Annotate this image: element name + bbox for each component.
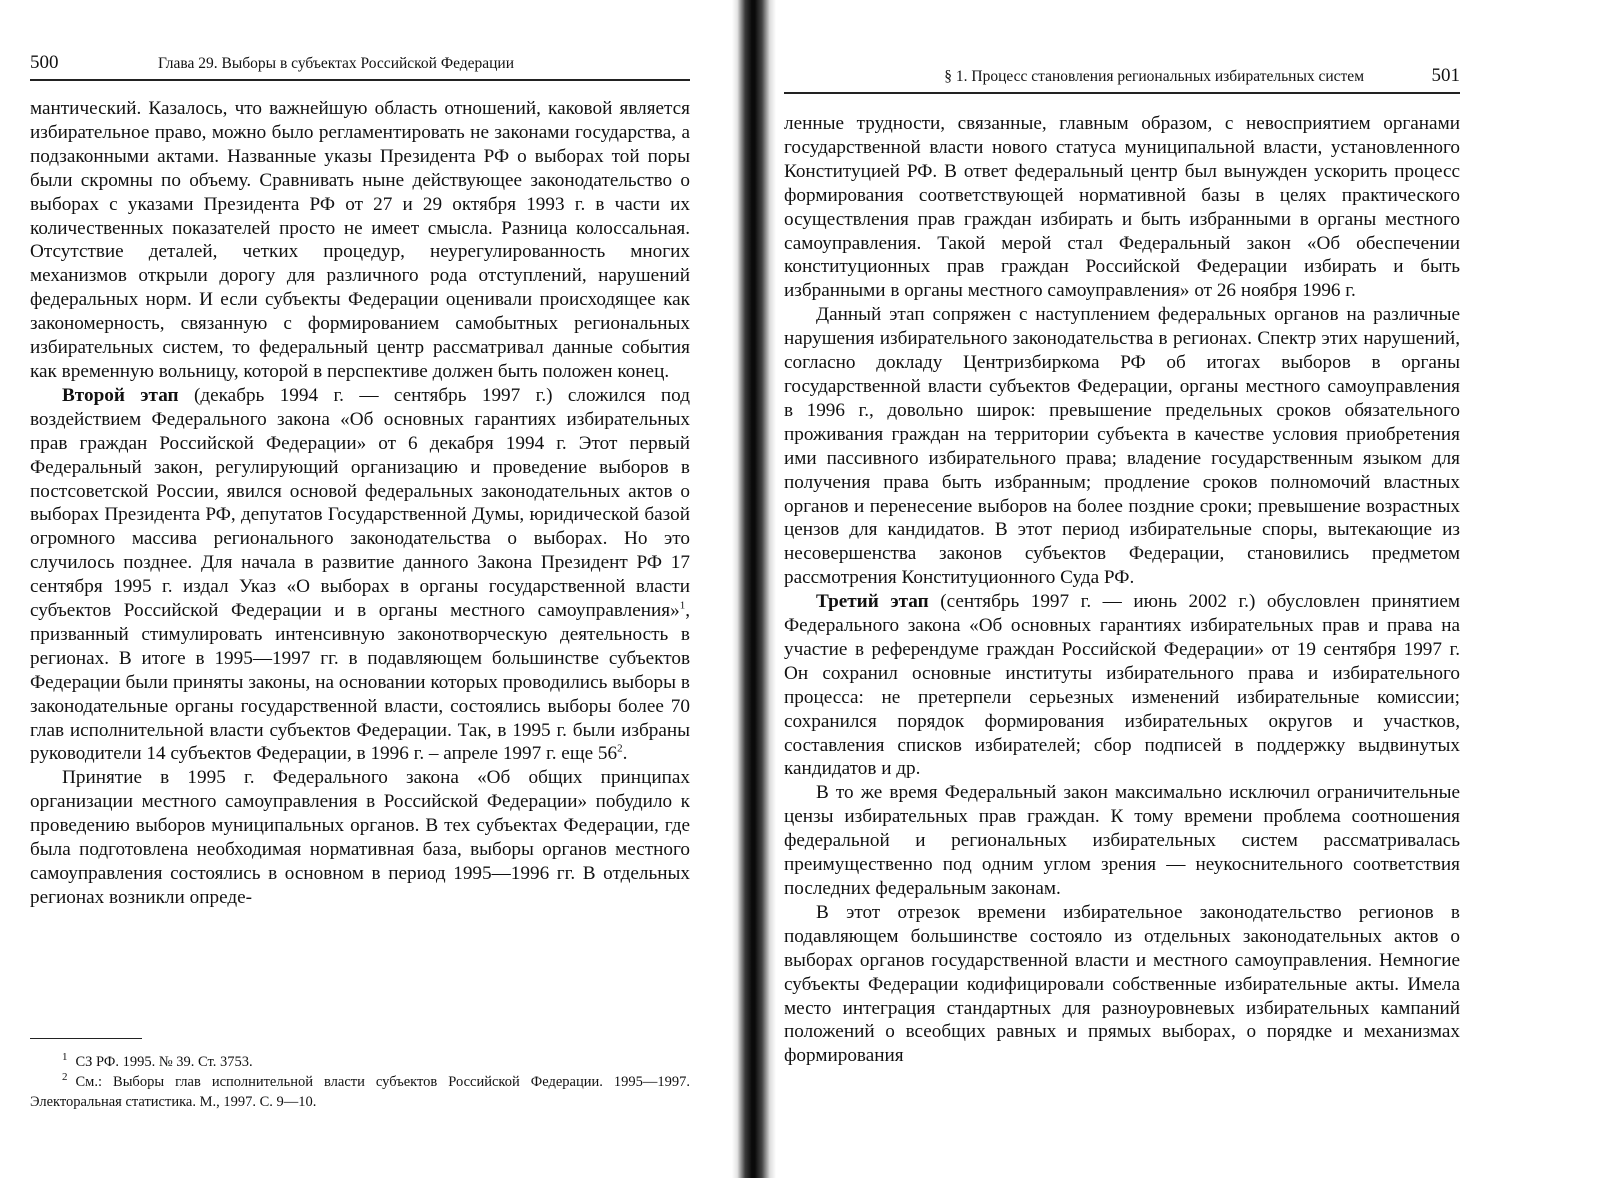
right-page-number: 501 <box>1431 65 1460 86</box>
third-stage-heading: Третий этап <box>816 591 929 613</box>
footnotes <box>30 1052 690 1112</box>
footnote-ref-1: 1 <box>679 599 686 612</box>
left-paragraph-3: Принятие в 1995 г. Федерального закона «Об общих принципах организации местного самоуправления в Российской Федерации» побудило к проведению выборов муниципальных органов. В тех субъектах Федерации, где была подготовлена необходимая нормативная база, выборы органов местного самоуправления состоялись в основном в период 1995—1996 гг. В отдельных регионах возникли опреде- <box>30 767 690 908</box>
left-paragraph-2-part-b: , призванный стимулировать интенсивную законотворческую деятельность в регионах. В итоге в 1995—1997 гг. в подавляющем большинстве субъектов Федерации были приняты законы, на основании которых проводились выборы в законодательные органы государственной власти, состоялись выборы более 70 глав исполнительной власти субъектов Федерации. Так, в 1995 г. были избраны руководители 14 субъектов Федерации, в 1996 г. – апреле 1997 г. еще 56 <box>30 600 690 765</box>
right-page <box>740 0 1600 1178</box>
footnote-text: См.: Выборы глав исполнительной власти субъектов Российской Федерации. 1995—1997. Электоральная статистика. М., 1997. С. 9—10. <box>30 1074 690 1110</box>
left-page <box>0 0 740 1178</box>
footnote-separator <box>30 1038 142 1039</box>
right-running-head <box>784 65 1460 89</box>
left-paragraph-1: мантический. Казалось, что важнейшую область отношений, каковой является избирательное право, можно было регламентировать не законами государства, а подзаконными актами. Названные указы Президента РФ о выборах той поры были скромны по объему. Сравнивать ныне действующее законодательство о выборах с указами Президента РФ от 27 и 29 октября 1993 г. в части их количественных показателей просто не имеет смысла. Разница колоссальная. Отсутствие деталей, четких процедур, неурегулированность многих механизмов открыли дорогу для различного рода отступлений, нарушений федеральных норм. И если субъекты Федерации оценивали происходящее как закономерность, связанную с формированием самобытных региональных избирательных систем, то федеральный центр рассматривал данные события как временную вольницу, которой в перспективе должен быть положен конец. <box>30 98 690 382</box>
left-body-text <box>30 97 690 910</box>
right-section-title: § 1. Процесс становления региональных избирательных систем <box>944 68 1364 85</box>
right-paragraph-4: В то же время Федеральный закон максимально исключил ограничительные цензы избирательных прав граждан. К тому времени проблема соотношения федеральной и региональных избирательных систем рассматривалась преимущественно под одним углом зрения — неукоснительного соответствия последних федеральным законам. <box>784 782 1460 899</box>
footnote-ref-2: 2 <box>617 743 623 756</box>
left-header-rule <box>30 79 690 81</box>
left-paragraph-2-part-c: . <box>622 743 628 765</box>
right-paragraph-5: В этот отрезок времени избирательное законодательство регионов в подавляющем большинстве состояло из отдельных законодательных актов о выборах органов государственной власти и местного самоуправления. Немногие субъекты Федерации кодифицировали собственные избирательные акты. Имела место интеграция стандартных для разноуровневых избирательных кампаний положений о всеобщих равных и прямых выборах, о порядке и механизмах формирования <box>784 901 1460 1067</box>
right-paragraph-1: ленные трудности, связанные, главным образом, с невосприятием органами государственной власти нового статуса муниципальной власти, установленного Конституцией РФ. В ответ федеральный центр был вынужден ускорить процесс формирования соответствующей нормативной базы в целях практического осуществления прав граждан избирать и быть избранными в органы местного самоуправления. Такой мерой стал Федеральный закон «Об обеспечении конституционных прав граждан Российской Федерации избирать и быть избранными в органы местного самоуправления» от 26 ноября 1996 г. <box>784 113 1460 302</box>
footnote-number: 1 <box>62 1051 68 1064</box>
left-page-number: 500 <box>30 52 59 73</box>
footnote <box>30 1052 690 1072</box>
right-paragraph-3 <box>784 590 1460 781</box>
right-header-rule <box>784 92 1460 94</box>
footnote-text: СЗ РФ. 1995. № 39. Ст. 3753. <box>75 1054 253 1070</box>
left-paragraph-2 <box>30 384 690 767</box>
right-body-text <box>784 112 1460 1068</box>
right-paragraph-3-text: (сентябрь 1997 г. — июнь 2002 г.) обусловлен принятием Федерального закона «Об основных гарантиях избирательных прав и права на участие в референдуме граждан Российской Федерации» от 19 сентября 1997 г. Он сохранил основные институты избирательного права и избирательного процесса: не претерпели серьезных изменений избирательные комиссии; сохранился порядок формирования избирательных округов и участков, составления списков избирателей; сбор подписей в поддержку выдвинутых кандидатов и др. <box>784 591 1460 780</box>
footnote-number: 2 <box>62 1071 68 1084</box>
left-chapter-title: Глава 29. Выборы в субъектах Российской Федерации <box>158 55 515 72</box>
left-running-head <box>30 52 716 76</box>
footnote <box>30 1072 690 1112</box>
second-stage-heading: Второй этап <box>62 384 179 406</box>
left-paragraph-2-part-a: (декабрь 1994 г. — сентябрь 1997 г.) сложился под воздействием Федерального закона «Об основных гарантиях избирательных прав граждан Российской Федерации» от 6 декабря 1994 г. Этот первый Федеральный закон, регулирующий организацию и проведение выборов в постсоветской России, явился основой федеральных законодательных актов о выборах Президента РФ, депутатов Государственной Думы, юридической базой огромного массива регионального законодательства о выборах. Но это случилось позднее. Для начала в развитие данного Закона Президент РФ 17 сентября 1995 г. издал Указ «О выборах в органы государственной власти субъектов Российской Федерации и в органы местного самоуправления» <box>30 384 690 622</box>
right-paragraph-2: Данный этап сопряжен с наступлением федеральных органов на различные нарушения избирательного законодательства в регионах. Спектр этих нарушений, согласно докладу Центризбиркома РФ об итогах выборов в органы государственной власти субъектов Федерации, органы местного самоуправления в 1996 г., довольно широк: превышение предельных сроков обязательного проживания граждан на территории субъекта в качестве условия приобретения ими пассивного избирательного права; владение государственным языком для получения права быть избранным; продление сроков полномочий властных органов и перенесение выборов на более поздние сроки; превышение возрастных цензов для кандидатов. В этот период избирательные споры, вытекающие из несовершенства законов субъектов Федерации, становились предметом рассмотрения Конституционного Суда РФ. <box>784 304 1460 589</box>
